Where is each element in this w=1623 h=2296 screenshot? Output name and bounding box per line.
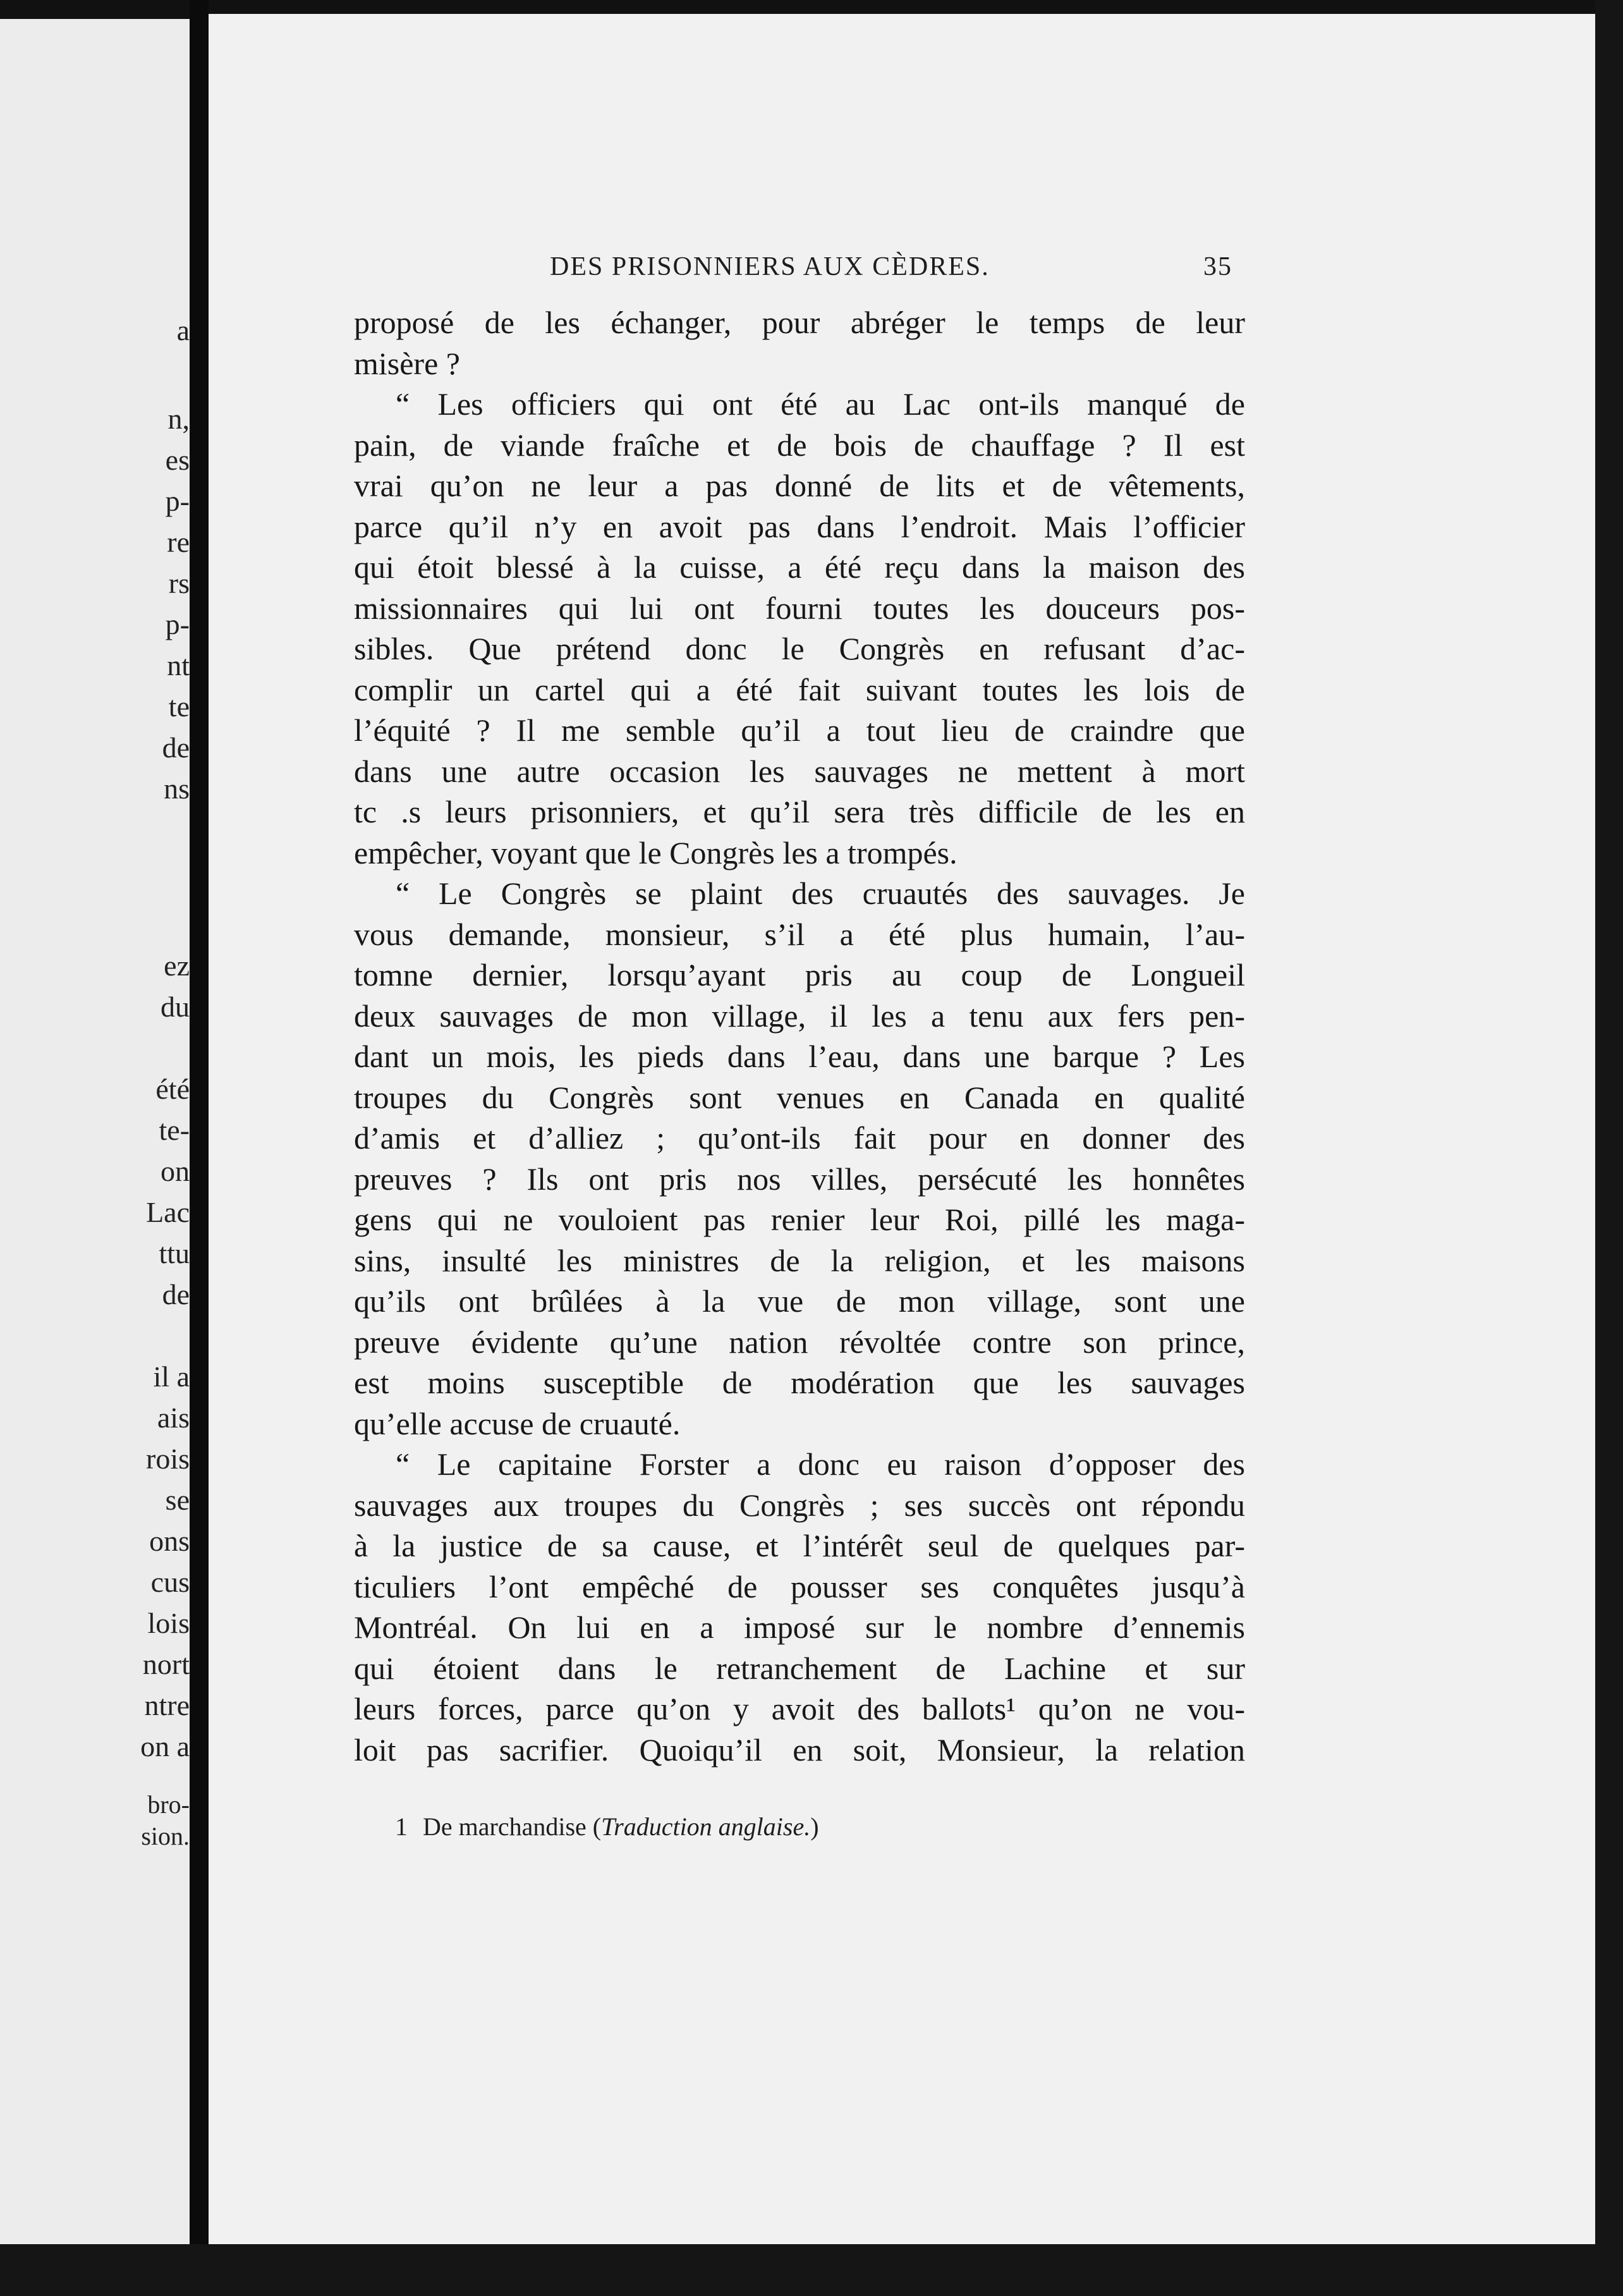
left-page-fragment: du [161, 991, 190, 1023]
text-line: vrai qu’on ne leur a pas donné de lits et de vêtements, [354, 468, 1245, 503]
left-page-fragment: ntre [144, 1689, 190, 1721]
text-line: dant un mois, les pieds dans l’eau, dans une barque ? Les [354, 1039, 1245, 1074]
left-page-fragment: lois [147, 1607, 190, 1639]
text-line: tomne dernier, lorsqu’ayant pris au coup de Longueil [354, 957, 1245, 992]
body-text [354, 302, 1245, 1770]
left-page-fragment: ais [157, 1401, 190, 1434]
text-line: ticuliers l’ont empêché de pousser ses conquêtes jusqu’à [354, 1568, 1245, 1604]
left-page-fragment: on a [140, 1730, 190, 1762]
left-page-fragment: re [167, 526, 190, 558]
left-page-fragment: on [161, 1155, 190, 1187]
text-line: loit pas sacrifier. Quoiqu’il en soit, Monsieur, la relation [354, 1731, 1245, 1768]
text-line: d’amis et d’alliez ; qu’ont-ils fait pour en donner des [354, 1120, 1245, 1156]
left-page-fragment: nt [167, 649, 190, 681]
left-page-fragment: ons [149, 1525, 190, 1557]
left-page-fragment: se [165, 1484, 190, 1516]
left-page-fragment: nort [142, 1648, 190, 1680]
left-page-fragment: p- [165, 608, 190, 640]
text-line: proposé de les échanger, pour abréger le temps de leur [354, 305, 1245, 340]
right-edge-shadow [1595, 0, 1623, 2296]
text-line: Montréal. On lui en a imposé sur le nombre d’ennemis [354, 1609, 1245, 1645]
text-line: “ Les officiers qui ont été au Lac ont-ils manqué de [396, 386, 1245, 422]
text-line: à la justice de sa cause, et l’intérêt seul de quelques par- [354, 1528, 1245, 1563]
text-line: qui étoit blessé à la cuisse, a été reçu dans la maison des [354, 549, 1245, 585]
text-line: vous demande, monsieur, s’il a été plus humain, l’au- [354, 916, 1245, 952]
left-page-fragment: ns [164, 772, 190, 805]
left-page-fragment: te [168, 690, 190, 723]
left-page-fragment: été [155, 1073, 190, 1105]
running-title: DES PRISONNIERS AUX CÈDRES. [550, 252, 990, 281]
footnote [395, 1812, 1217, 1841]
left-page-fragment: ez [164, 950, 190, 982]
footnote-close: ) [810, 1812, 819, 1841]
left-page-fragment: sion. [141, 1822, 190, 1850]
page-header [354, 248, 1232, 286]
text-line: “ Le Congrès se plaint des cruautés des sauvages. Je [396, 876, 1245, 911]
text-line: complir un cartel qui a été fait suivant toutes les lois de [354, 671, 1245, 707]
text-line: qu’elle accuse de cruauté. [354, 1405, 681, 1441]
left-page-fragment: ttu [159, 1237, 190, 1269]
left-page-fragment: de [162, 1278, 190, 1310]
footnote-number: 1 [395, 1812, 408, 1841]
left-page-fragment: te- [159, 1114, 190, 1146]
text-line: l’équité ? Il me semble qu’il a tout lieu de craindre que [354, 712, 1245, 748]
text-line: qui étoient dans le retranchement de Lachine et sur [354, 1650, 1245, 1686]
left-page-fragment: rs [168, 567, 190, 599]
bottom-edge-shadow [0, 2244, 1623, 2296]
text-line: misère ? [354, 345, 460, 381]
left-page-fragment: es [165, 444, 190, 476]
text-line: sibles. Que prétend donc le Congrès en refusant d’ac- [354, 631, 1245, 666]
text-line: “ Le capitaine Forster a donc eu raison d’opposer des [396, 1446, 1245, 1482]
text-line: deux sauvages de mon village, il les a tenu aux fers pen- [354, 998, 1245, 1034]
text-line: qu’ils ont brûlées à la vue de mon village, sont une [354, 1283, 1245, 1319]
text-line: empêcher, voyant que le Congrès les a trompés. [354, 834, 957, 870]
book-spine [190, 0, 209, 2296]
left-page-fragment: rois [146, 1443, 190, 1475]
text-line: parce qu’il n’y en avoit pas dans l’endroit. Mais l’officier [354, 508, 1245, 544]
text-line: pain, de viande fraîche et de bois de chauffage ? Il est [354, 427, 1245, 463]
left-page-fragment: p- [165, 485, 190, 517]
left-page-fragment: Lac [146, 1196, 190, 1228]
text-line: dans une autre occasion les sauvages ne mettent à mort [354, 753, 1245, 789]
text-line: preuves ? Ils ont pris nos villes, persécuté les honnêtes [354, 1161, 1245, 1197]
left-page-fragment: n, [167, 403, 190, 435]
left-page [0, 19, 190, 2244]
text-line: missionnaires qui lui ont fourni toutes les douceurs pos- [354, 590, 1245, 626]
text-line: troupes du Congrès sont venues en Canada en qualité [354, 1079, 1245, 1115]
left-page-fragment: de [162, 731, 190, 764]
text-line: tc .s leurs prisonniers, et qu’il sera très difficile de les en [354, 794, 1245, 829]
left-page-fragment: cus [150, 1566, 190, 1598]
footnote-text: De marchandise ( [423, 1812, 602, 1841]
text-line: leurs forces, parce qu’on y avoit des ballots¹ qu’on ne vou- [354, 1691, 1245, 1726]
text-line: sins, insulté les ministres de la religion, et les maisons [354, 1242, 1245, 1278]
page-number: 35 [1203, 252, 1232, 281]
text-line: sauvages aux troupes du Congrès ; ses succès ont répondu [354, 1487, 1245, 1523]
text-line: est moins susceptible de modération que les sauvages [354, 1365, 1245, 1400]
text-line: gens qui ne vouloient pas renier leur Roi, pillé les maga- [354, 1202, 1245, 1237]
left-page-fragment: bro- [147, 1790, 190, 1819]
text-line: preuve évidente qu’une nation révoltée contre son prince, [354, 1324, 1245, 1360]
footnote-italic: Traduction anglaise. [601, 1812, 811, 1841]
left-page-fragment: a [176, 314, 190, 346]
left-page-fragment: il a [153, 1360, 190, 1393]
